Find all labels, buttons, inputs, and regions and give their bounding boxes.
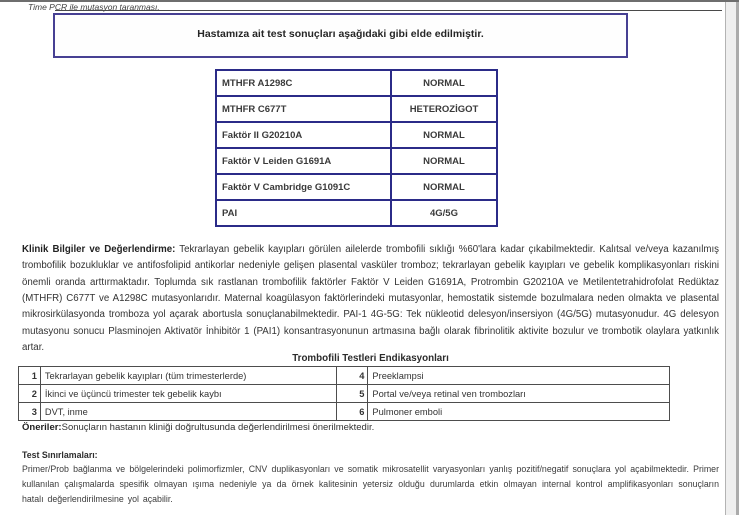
table-row [216, 174, 497, 200]
test-name-cell: PAI [216, 200, 391, 226]
page-edge-gutter [725, 2, 739, 515]
test-result-cell: NORMAL [391, 148, 497, 174]
clinical-evaluation-paragraph [22, 242, 719, 356]
test-result-cell: NORMAL [391, 174, 497, 200]
test-name-cell: MTHFR C677T [216, 96, 391, 122]
table-row [216, 122, 497, 148]
limitations-paragraph: Primer/Prob bağlanma ve bölgelerindeki polimorfizmler, CNV duplikasyonları ve somatik mikrosatellit varyasyonları yanlış pozitif/negatif sonuçlara yol açabilmektedir. Primer kullanılan çalışmalarda spesifik olmayan ışıma nedeniyle ya da örnek kalitesinin yetersiz olduğu durumlarda etkin olmayan internal kontrol amplifikasyonları sonuçların hatalı değerlendirilmesine yol açabilir. [22, 464, 719, 504]
test-name-cell: Faktör V Leiden G1691A [216, 148, 391, 174]
recommendation-text: Sonuçların hastanın kliniği doğrultusunda değerlendirilmesi önerilmektedir. [61, 422, 375, 433]
top-note-text: Time PCR ile mutasyon taranması. [28, 2, 160, 12]
indication-number: 1 [19, 367, 41, 385]
table-row [216, 200, 497, 226]
clinical-evaluation-text: Tekrarlayan gebelik kayıpları görülen ailelerde trombofili sıklığı %60'lara kadar çıkabilmektedir. Kalıtsal ve/veya kazanılmış trombofilik bozukluklar ve antifosfolipid antikorlar nedeniyle gelişen plasental vasküler tromboz; tekrarlayan gebelik kayıpları ve gebelik komplikasyonları riskini önemli oranda arttırmaktadır. Toplumda sık rastlanan trombofilik faktörler Faktör V Leiden G1691A, Protrombin G20210A ve Metilentetrahidrofolat Redüktaz (MTHFR) C677T ve A1298C mutasyonlarıdır. Maternal koagülasyon faktörlerindeki mutasyonlar, hemostatik sistemde bozulmalara neden olmakta ve plasental mikrosirkülasyonda tromboza yol açarak abortusla sonuçlanabilmektedir. PAI-1 4G-5G: Tek nükleotid delesyon/insersiyon (4G/5G) mutasyonudur. 4G delesyon mutasyonu sonucu Plasminojen Aktivatör İnhibitör 1 (PAI1) konsantrasyonunun artmasına bağlı olarak fibrinolitik aktivite bozulur ve trombotik olaylara yatkınlık artar. [22, 244, 719, 354]
result-banner-box [53, 13, 628, 58]
horizontal-rule [55, 10, 722, 11]
recommendation-label: Öneriler: [22, 422, 62, 433]
indication-text: İkinci ve üçüncü trimester tek gebelik kaybı [40, 385, 336, 403]
indication-text: Portal ve/veya retinal ven trombozları [368, 385, 670, 403]
table-row [216, 148, 497, 174]
indication-number: 4 [336, 367, 368, 385]
test-name-cell: Faktör II G20210A [216, 122, 391, 148]
table-row [19, 385, 670, 403]
table-row [216, 96, 497, 122]
indications-title: Trombofili Testleri Endikasyonları [292, 353, 449, 364]
indication-text: Tekrarlayan gebelik kayıpları (tüm trimesterlerde) [40, 367, 336, 385]
test-result-cell: NORMAL [391, 122, 497, 148]
table-row [216, 70, 497, 96]
test-name-cell: Faktör V Cambridge G1091C [216, 174, 391, 200]
limitations-title: Test Sınırlamaları: [22, 450, 98, 460]
test-result-cell: 4G/5G [391, 200, 497, 226]
indications-table [18, 366, 670, 421]
table-row [19, 403, 670, 421]
indication-text: Pulmoner emboli [368, 403, 670, 421]
indication-number: 3 [19, 403, 41, 421]
indication-number: 6 [336, 403, 368, 421]
test-result-cell: NORMAL [391, 70, 497, 96]
indication-text: Preeklampsi [368, 367, 670, 385]
result-banner-text: Hastamıza ait test sonuçları aşağıdaki gibi elde edilmiştir. [197, 28, 484, 40]
recommendation-line [22, 422, 719, 433]
indication-number: 2 [19, 385, 41, 403]
test-results-table [215, 69, 498, 227]
clinical-evaluation-label: Klinik Bilgiler ve Değerlendirme: [22, 244, 176, 255]
test-name-cell: MTHFR A1298C [216, 70, 391, 96]
indication-number: 5 [336, 385, 368, 403]
test-result-cell: HETEROZİGOT [391, 96, 497, 122]
table-row [19, 367, 670, 385]
indication-text: DVT, inme [40, 403, 336, 421]
